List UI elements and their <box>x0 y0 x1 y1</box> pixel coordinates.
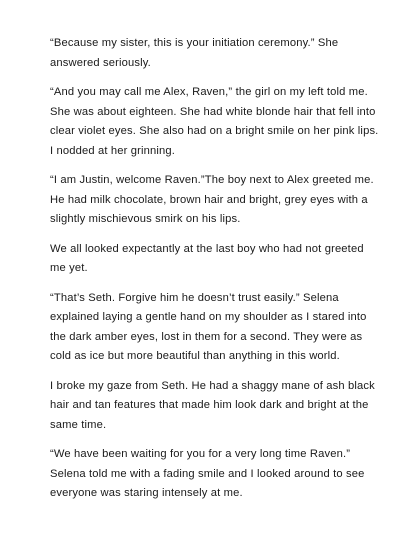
text-line: I broke my gaze from Seth. He had a shaggy mane of ash black <box>50 379 375 392</box>
text-line: hair and tan features that made him look dark and bright at the <box>50 399 369 411</box>
text-line: “Because my sister, this is your initiation ceremony.” She <box>50 37 339 49</box>
text-line: me yet. <box>50 262 88 274</box>
body-text <box>50 34 386 514</box>
text-line: I nodded at her grinning. <box>50 144 176 157</box>
paragraph <box>50 289 386 367</box>
paragraph <box>50 171 386 230</box>
text-line: slightly mischievous smirk on his lips. <box>50 213 241 225</box>
text-line: We all looked expectantly at the last boy who had not greeted <box>50 242 364 255</box>
text-line: same time. <box>50 418 107 431</box>
text-line: He had milk chocolate, brown hair and bright, grey eyes with a <box>50 193 368 206</box>
text-line: the dark amber eyes, lost in them for a second. They were as <box>50 330 363 343</box>
paragraph <box>50 240 386 279</box>
text-line: “We have been waiting for you for a very long time Raven.” <box>50 448 351 460</box>
paragraph <box>50 377 386 436</box>
text-line: Selena told me with a fading smile and I looked around to see <box>50 467 365 480</box>
text-line: “That’s Seth. Forgive him he doesn’t trust easily.” Selena <box>50 291 339 304</box>
paragraph <box>50 83 386 161</box>
text-line: clear violet eyes. She also had on a bright smile on her pink lips. <box>50 125 379 137</box>
text-line: “I am Justin, welcome Raven.”The boy next to Alex greeted me. <box>50 174 374 186</box>
text-line: everyone was staring intensely at me. <box>50 487 243 499</box>
text-line: answered seriously. <box>50 56 151 69</box>
text-line: “And you may call me Alex, Raven,” the girl on my left told me. <box>50 86 368 98</box>
text-line: She was about eighteen. She had white blonde hair that fell into <box>50 105 376 118</box>
text-line: explained laying a gentle hand on my shoulder as I stared into <box>50 311 367 323</box>
paragraph <box>50 445 386 504</box>
paragraph <box>50 34 386 73</box>
text-line: cold as ice but more beautiful than anything in this world. <box>50 350 340 362</box>
